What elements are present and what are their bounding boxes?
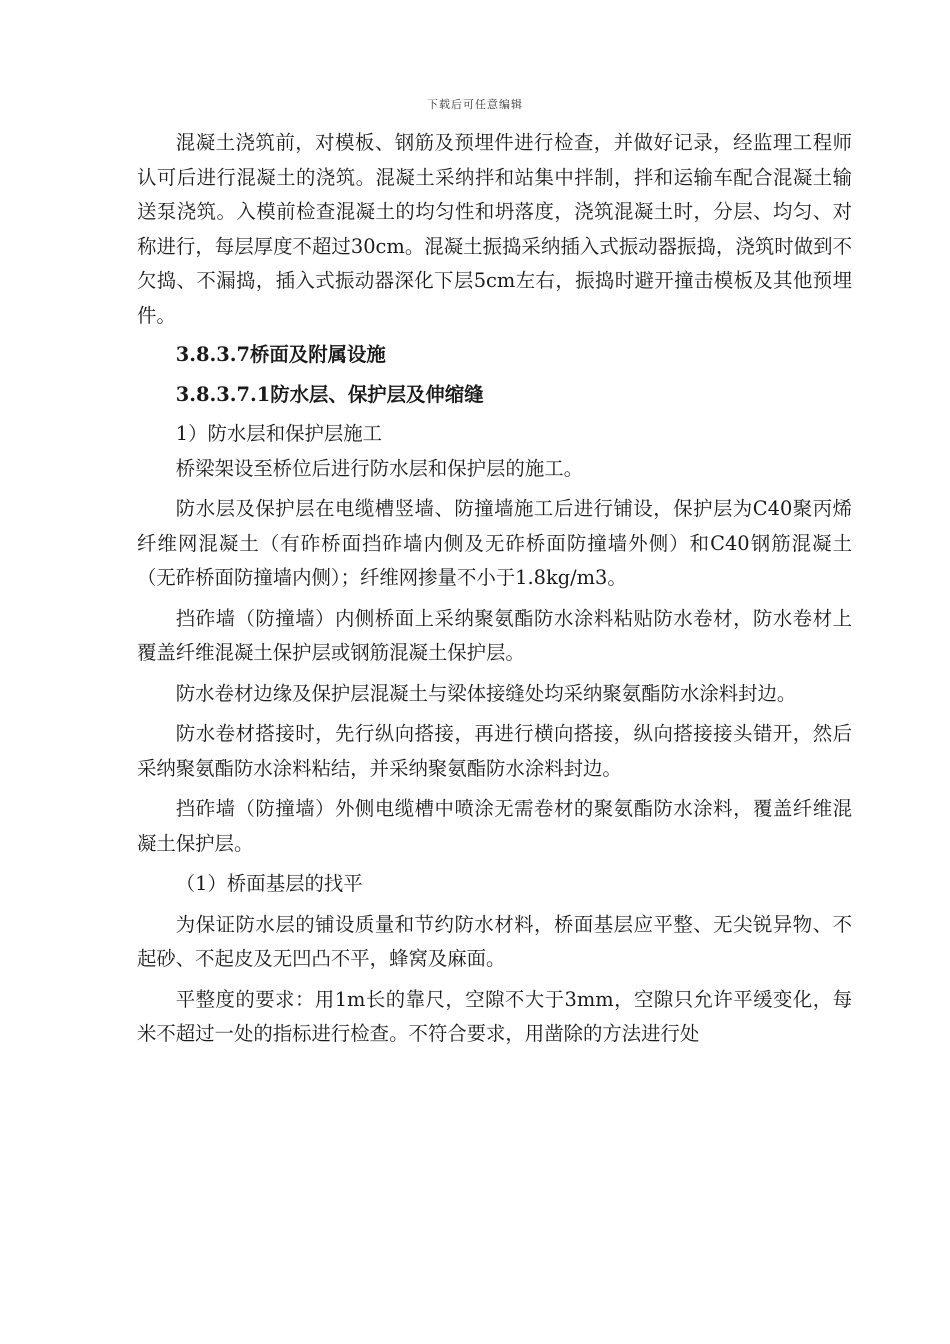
section-heading: 3.8.3.7桥面及附属设施 — [175, 343, 386, 366]
page-header: 下载后可任意编辑 — [427, 98, 523, 111]
paragraph-concrete-pouring: 混凝土浇筑前，对模板、钢筋及预埋件进行检查，并做好记录，经监理工程师认可后进行混凝土的浇筑。混凝土采纳拌和站集中拌制，拌和运输车配合混凝土输送泵浇筑。入模前检查混凝土的均匀性和坍落度，浇筑混凝土时，分层、均匀、对称进行，每层厚度不超过30cm。混凝土振捣采纳插入式振动器振捣，浇筑时做到不欠捣、不漏捣，插入式振动器深化下层5cm左右，振捣时避开撞击模板及其他预埋件。 — [137, 131, 852, 327]
paragraph: 平整度的要求：用1m长的靠尺，空隙不大于3mm，空隙只允许平缓变化，每米不超过一处的指标进行检查。不符合要求，用凿除的方法进行处 — [137, 987, 852, 1045]
paragraph: 挡砟墙（防撞墙）外侧电缆槽中喷涂无需卷材的聚氨酯防水涂料，覆盖纤维混凝土保护层。 — [137, 797, 852, 855]
paragraph: 挡砟墙（防撞墙）内侧桥面上采纳聚氨酯防水涂料粘贴防水卷材，防水卷材上覆盖纤维混凝土保护层或钢筋混凝土保护层。 — [137, 606, 852, 664]
paragraph: 防水卷材搭接时，先行纵向搭接，再进行横向搭接，纵向搭接接头错开，然后采纳聚氨酯防水涂料粘结，并采纳聚氨酯防水涂料封边。 — [137, 722, 852, 780]
document-body — [137, 126, 852, 1052]
paragraph: 为保证防水层的铺设质量和节约防水材料，桥面基层应平整、无尖锐异物、不起砂、不起皮及无凹凸不平，蜂窝及麻面。 — [137, 912, 852, 970]
item-heading: 1）防水层和保护层施工 — [175, 422, 383, 445]
paragraph: 防水卷材边缘及保护层混凝土与梁体接缝处均采纳聚氨酯防水涂料封边。 — [175, 681, 797, 705]
item-heading: （1）桥面基层的找平 — [175, 872, 363, 895]
paragraph: 防水层及保护层在电缆槽竖墙、防撞墙施工后进行铺设，保护层为C40聚丙烯纤维网混凝土（有砟桥面挡砟墙内侧及无砟桥面防撞墙外侧）和C40钢筋混凝土（无砟桥面防撞墙内侧）；纤维网掺量不小于1.8kg/m3。 — [137, 497, 852, 589]
subsection-heading: 3.8.3.7.1防水层、保护层及伸缩缝 — [175, 382, 484, 406]
paragraph: 桥梁架设至桥位后进行防水层和保护层的施工。 — [175, 456, 583, 480]
